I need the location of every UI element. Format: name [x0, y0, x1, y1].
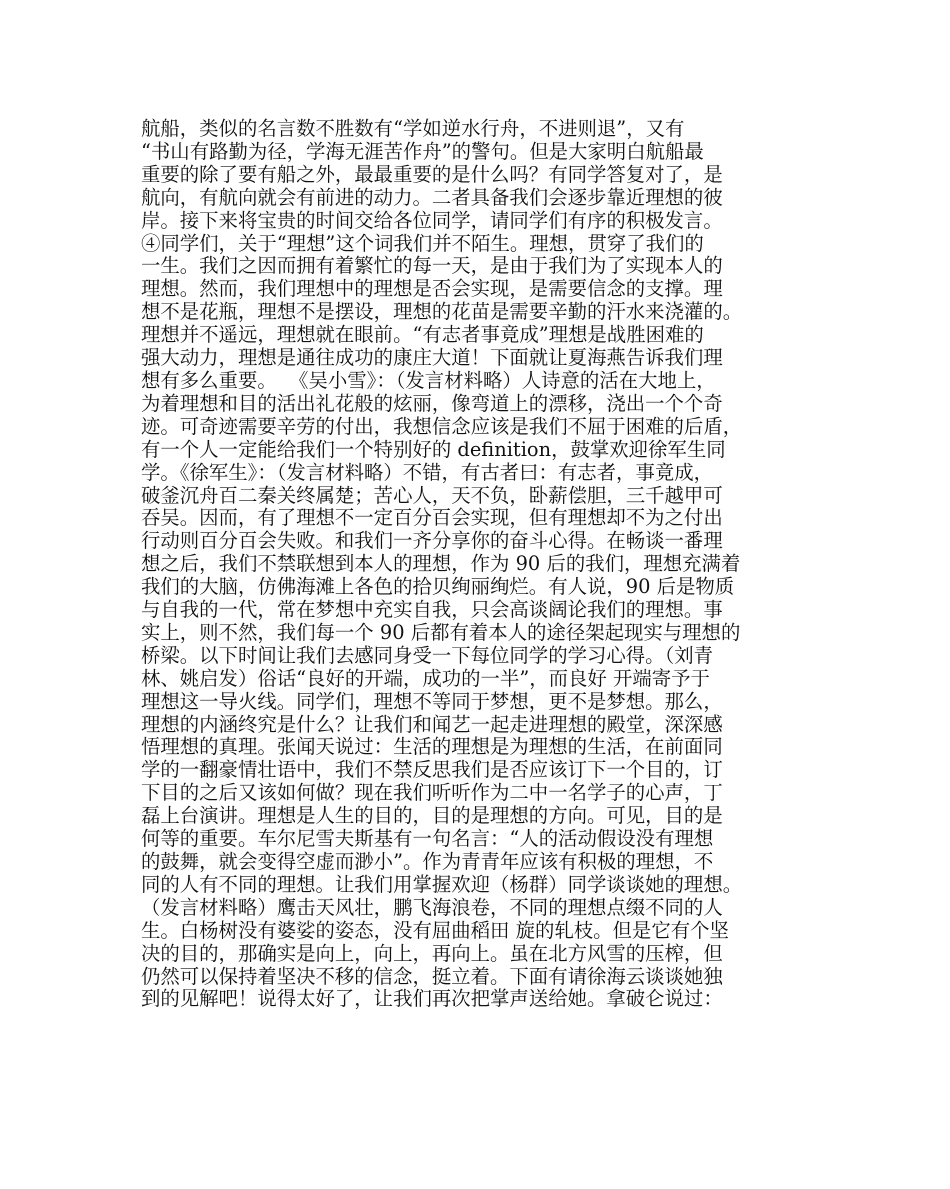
text-line: 破釜沉舟百二秦关终属楚；苦心人，天不负，卧薪偿胆，三千越甲可 [141, 483, 723, 507]
text-line: 航向，有航向就会有前进的动力。二者具备我们会逐步靠近理想的彼 [141, 185, 723, 209]
text-line: 重要的除了要有船之外，最最重要的是什么吗？有同学答复对了，是 [141, 162, 723, 186]
text-line: 岸。接下来将宝贵的时间交给各位同学，请同学们有序的积极发言。 [141, 208, 723, 232]
text-line: 同的人有不同的理想。让我们用掌握欢迎（杨群）同学谈谈她的理想。 [141, 872, 743, 896]
body-text [141, 118, 811, 1011]
text-line: 林、姚启发）俗话“良好的开端，成功的一半”，而良好 开端寄予于 [141, 666, 710, 690]
text-line: 桥梁。以下时间让我们去感同身受一下每位同学的学习心得。（刘青 [141, 643, 714, 667]
text-line: （发言材料略）鹰击天风壮，鹏飞海浪卷，不同的理想点缀不同的人 [141, 895, 723, 919]
text-line: 到的见解吧！说得太好了，让我们再次把掌声送给她。拿破仑说过： [141, 987, 723, 1011]
text-line: 为着理想和目的活出礼花般的炫丽，像弯道上的漂移，浇出一个个奇 [141, 391, 723, 415]
text-line: “书山有路勤为径，学海无涯苦作舟”的警句。但是大家明白航船最 [141, 139, 704, 163]
text-line: 理想这一导火线。同学们，理想不等同于梦想，更不是梦想。那么， [141, 689, 723, 713]
text-line: 悟理想的真理。张闻天说过：生活的理想是为理想的生活，在前面同 [141, 735, 723, 759]
text-line: 仍然可以保持着坚决不移的信念，挺立着。下面有请徐海云谈谈她独 [141, 964, 723, 988]
text-line: 理想。然而，我们理想中的理想是否会实现，是需要信念的支撑。理 [141, 277, 723, 301]
text-line: 学的一翻豪情壮语中，我们不禁反思我们是否应该订下一个目的，订 [141, 758, 723, 782]
text-line: 想之后，我们不禁联想到本人的理想，作为 90 后的我们，理想充满着 [141, 552, 741, 576]
text-line: 与自我的一代，常在梦想中充实自我，只会高谈阔论我们的理想。事 [141, 598, 723, 622]
text-line: 何等的重要。车尔尼雪夫斯基有一句名言：“人的活动假设没有理想 [141, 827, 714, 851]
text-line: 的鼓舞，就会变得空虚而渺小”。作为青青年应该有积极的理想，不 [141, 850, 714, 873]
text-line: 生。白杨树没有婆娑的姿态，没有屈曲稻田 旋的轧枝。但是它有个坚 [141, 918, 729, 942]
text-line: 磊上台演讲。理想是人生的目的，目的是理想的方向。可见，目的是 [141, 804, 723, 828]
text-line: 航船，类似的名言数不胜数有“学如逆水行舟，不进则退”，又有 [141, 117, 685, 140]
text-line: 理想的内涵终究是什么？让我们和闻艺一起走进理想的殿堂，深深感 [141, 712, 723, 736]
text-line: 实上，则不然，我们每一个 90 后都有着本人的途径架起现实与理想的 [141, 620, 741, 644]
text-line: 有一个人一定能给我们一个特别好的 definition，鼓掌欢迎徐军生同 [141, 437, 726, 461]
text-line: 迹。可奇迹需要辛劳的付出，我想信念应该是我们不屈于困难的后盾， [141, 414, 743, 438]
text-line: 理想并不遥远，理想就在眼前。“有志者事竟成”理想是战胜困难的 [141, 323, 704, 347]
text-line: 强大动力，理想是通往成功的康庄大道！下面就让夏海燕告诉我们理 [141, 346, 723, 370]
text-line: 想有多么重要。 《吴小雪》：（发言材料略）人诗意的活在大地上， [141, 368, 716, 392]
text-line: 吞吴。因而，有了理想不一定百分百会实现，但有理想却不为之付出 [141, 506, 723, 530]
text-line: 学。《徐军生》：（发言材料略）不错，有古者曰：有志者，事竟成， [141, 460, 714, 484]
text-line: 我们的大脑，仿佛海滩上各色的拾贝绚丽绚烂。有人说，90 后是物质 [141, 575, 735, 599]
text-line: 想不是花瓶，理想不是摆设，理想的花苗是需要辛勤的汗水来浇灌的。 [141, 300, 743, 324]
text-line: 决的目的，那确实是向上，向上，再向上。虽在北方风雪的压榨，但 [141, 941, 723, 965]
text-line: ④同学们，关于“理想”这个词我们并不陌生。理想，贯穿了我们的 [141, 231, 704, 255]
text-line: 行动则百分百会失败。和我们一齐分享你的奋斗心得。在畅谈一番理 [141, 529, 723, 553]
text-line: 一生。我们之因而拥有着繁忙的每一天，是由于我们为了实现本人的 [141, 254, 723, 278]
text-line: 下目的之后又该如何做？现在我们听听作为二中一名学子的心声，丁 [141, 781, 723, 805]
